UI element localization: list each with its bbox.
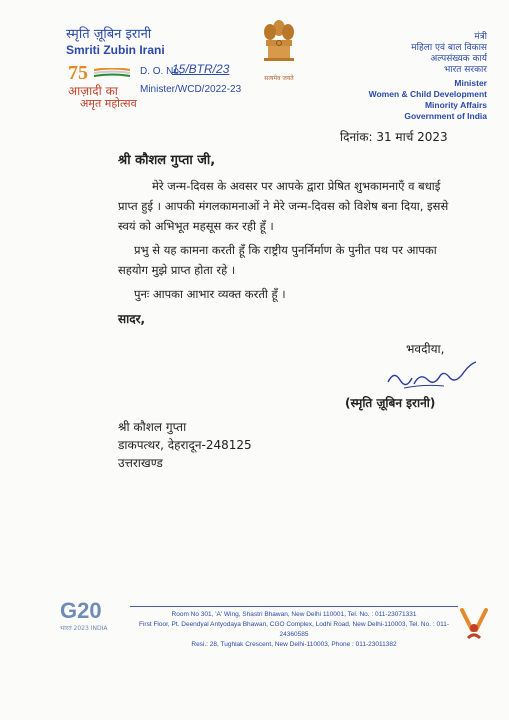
wcd-ministry-logo-icon xyxy=(456,606,492,642)
do-label: D. O. No. xyxy=(140,66,182,77)
designation-english-0: Minister xyxy=(454,78,487,88)
body-paragraph-2: प्रभु से यह कामना करती हूँ कि राष्ट्रीय पुनर्निर्माण के पुनीत पथ पर आपका सहयोग मुझे प्राप्त होता रहे । xyxy=(118,243,437,277)
letterhead-name-hindi: स्मृति ज़ूबिन इरानी xyxy=(66,27,152,42)
footer-address-block xyxy=(130,610,458,650)
footer-address-line-3: Resi.: 28, Tughlak Crescent, New Delhi-110003, Phone : 011-23011382 xyxy=(191,641,397,648)
closing: सादर, xyxy=(118,312,146,326)
do-number: 15/BTR/23 xyxy=(172,62,230,76)
salutation: श्री कौशल गुप्ता जी, xyxy=(118,153,216,168)
designation-english-2: Minority Affairs xyxy=(424,100,487,110)
tricolor-icon xyxy=(94,68,130,78)
designation-hindi-1: महिला एवं बाल विकास xyxy=(411,43,487,53)
body-paragraph-1: मेरे जन्म-दिवस के अवसर पर आपके द्वारा प्रेषित शुभकामनाएँ व बधाई प्राप्त हुई । आपकी मंगलकामनाओं ने मेरे जन्म-दिवस को विशेष बना दिया, इससे स्वयं को अभिभूत महसूस कर रही हूँ । xyxy=(118,179,449,233)
azadi-line2: अमृत महोत्सव xyxy=(80,97,137,110)
footer-address-line-1: Room No 301, 'A' Wing, Shastri Bhawan, New Delhi 110001, Tel. No. : 011-23071331 xyxy=(171,611,417,618)
azadi-ka-amrit-mahotsav-logo xyxy=(66,62,138,112)
minister-designation-block xyxy=(337,32,487,122)
do-reference: Minister/WCD/2022-23 xyxy=(140,84,242,95)
national-emblem-icon xyxy=(260,16,298,70)
handwritten-signature xyxy=(384,356,484,396)
body-paragraph-3: पुनः आपका आभार व्यक्त करती हूँ । xyxy=(134,287,286,301)
recipient-address-line: डाकपत्थर, देहरादून-248125 xyxy=(118,438,252,452)
recipient-state: उत्तराखण्ड xyxy=(118,456,163,470)
azadi-number: 75 xyxy=(68,62,88,84)
signatory-name: (स्मृति ज़ूबिन इरानी) xyxy=(345,396,436,410)
g20-subtitle: भारत 2023 INDIA xyxy=(60,625,108,632)
designation-hindi-3: भारत सरकार xyxy=(443,65,487,75)
designation-hindi-0: मंत्री xyxy=(474,32,487,42)
designation-english-1: Women & Child Development xyxy=(368,89,487,99)
footer-address-line-2: First Floor, Pt. Deendyal Antyodaya Bhawan, CGO Complex, Lodhi Road, New Delhi-110003, Tel. No. : 011-24360585 xyxy=(139,621,449,638)
azadi-line1: आज़ादी का xyxy=(68,84,118,98)
designation-english-3: Government of India xyxy=(404,111,487,121)
letterhead-name-english: Smriti Zubin Irani xyxy=(66,43,165,57)
recipient-name: श्री कौशल गुप्ता xyxy=(118,420,187,434)
valediction: भवदीया, xyxy=(406,342,445,356)
emblem-caption: सत्यमेव जयते xyxy=(264,75,294,82)
g20-logo xyxy=(58,598,130,634)
designation-hindi-2: अल्पसंख्यक कार्य xyxy=(430,54,487,64)
letter-date: दिनांक: 31 मार्च 2023 xyxy=(340,130,448,144)
footer-divider xyxy=(130,606,458,607)
g20-label: G20 xyxy=(60,598,102,623)
